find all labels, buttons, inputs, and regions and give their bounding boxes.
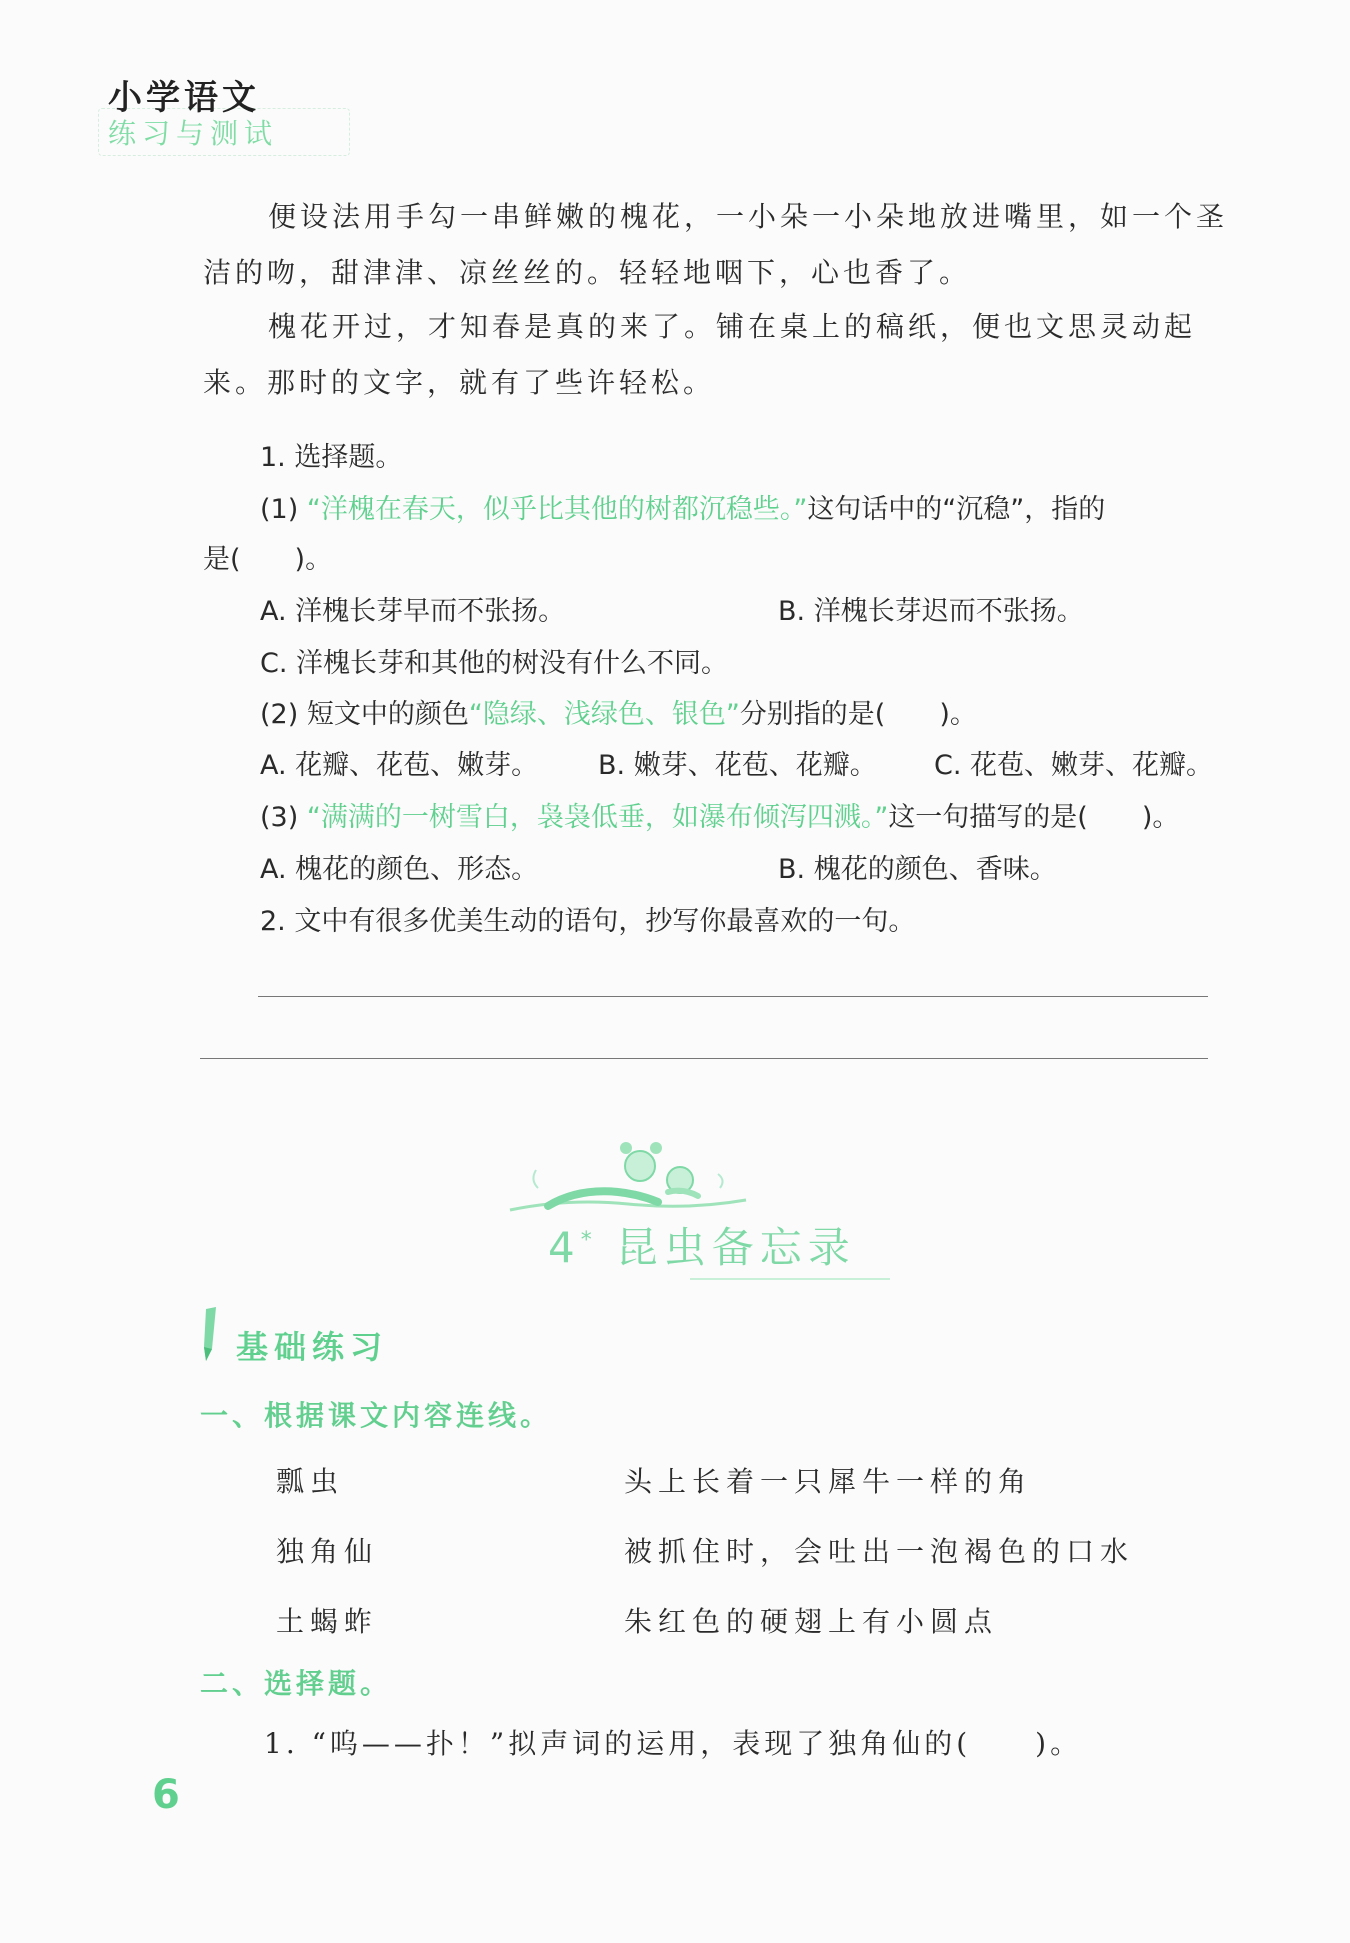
match-right-item[interactable]: 头上长着一只犀牛一样的角 xyxy=(624,1465,1033,1498)
lesson-number: 4 xyxy=(548,1223,581,1272)
q1-1-rest: 这句话中的“沉稳”，指的 xyxy=(807,494,1106,525)
answer-line-2[interactable] xyxy=(200,1058,1208,1059)
match-left-item[interactable]: 独角仙 xyxy=(276,1535,379,1568)
q1-2-line xyxy=(260,699,977,731)
q1-2-option-c: C. 花苞、嫩芽、花瓣。 xyxy=(934,750,1214,781)
q1-3-line xyxy=(260,802,1179,834)
lesson-star: * xyxy=(580,1228,598,1253)
q2-prompt: 2. 文中有很多优美生动的语句，抄写你最喜欢的一句。 xyxy=(260,906,916,937)
q1-2-option-b: B. 嫩芽、花苞、花瓣。 xyxy=(598,750,877,781)
match-right-item[interactable]: 朱红色的硬翅上有小圆点 xyxy=(624,1605,999,1638)
match-left-item[interactable]: 瓢虫 xyxy=(276,1465,345,1498)
q1-3-quote: “满满的一树雪白，袅袅低垂，如瀑布倾泻四溅。” xyxy=(306,802,889,833)
lesson-title xyxy=(548,1215,856,1275)
pencil-icon xyxy=(198,1305,226,1365)
passage-p2-line2: 来。那时的文字，就有了些许轻松。 xyxy=(203,366,716,399)
q1-3-option-a: A. 槐花的颜色、形态。 xyxy=(260,854,539,885)
match-right-item[interactable]: 被抓住时，会吐出一泡褐色的口水 xyxy=(624,1535,1135,1568)
q1-1-option-a: A. 洋槐长芽早而不张扬。 xyxy=(260,596,566,627)
q1-1-quote: “洋槐在春天，似乎比其他的树都沉稳些。” xyxy=(306,494,808,525)
title-underline xyxy=(690,1278,890,1280)
children-illustration xyxy=(508,1130,748,1220)
q1-3-option-b: B. 槐花的颜色、香味。 xyxy=(778,854,1057,885)
q1-2-quote: “隐绿、浅绿色、银色” xyxy=(468,699,740,730)
q1-heading: 1. 选择题。 xyxy=(260,442,403,473)
passage-p1-line1: 便设法用手勾一串鲜嫩的槐花，一小朵一小朵地放进嘴里，如一个圣 xyxy=(268,200,1229,233)
part2-heading: 二、选择题。 xyxy=(200,1667,393,1700)
q1-1-line2: 是( )。 xyxy=(203,544,333,575)
part2-question-1: 1. “呜——扑！”拟声词的运用，表现了独角仙的( )。 xyxy=(264,1727,1083,1760)
lesson-name: 昆虫备忘录 xyxy=(615,1223,856,1272)
part1-heading: 一、根据课文内容连线。 xyxy=(200,1399,553,1432)
basic-practice-heading: 基础练习 xyxy=(236,1328,389,1366)
q1-1-option-b: B. 洋槐长芽迟而不张扬。 xyxy=(778,596,1084,627)
book-title: 小学语文 xyxy=(108,78,260,118)
q1-1-number: (1) xyxy=(260,494,307,525)
q1-2-option-a: A. 花瓣、花苞、嫩芽。 xyxy=(260,750,539,781)
answer-line-1[interactable] xyxy=(258,996,1208,997)
q1-2-rest: 分别指的是( )。 xyxy=(739,699,977,730)
q1-2-prefix: (2) 短文中的颜色 xyxy=(260,699,469,730)
passage-p2-line1: 槐花开过，才知春是真的来了。铺在桌上的稿纸，便也文思灵动起 xyxy=(268,310,1197,343)
page-number: 6 xyxy=(152,1772,180,1818)
q1-3-number: (3) xyxy=(260,802,307,833)
q1-1-line1 xyxy=(260,494,1105,526)
match-left-item[interactable]: 土蝎蚱 xyxy=(276,1605,379,1638)
passage-p1-line2: 洁的吻，甜津津、凉丝丝的。轻轻地咽下，心也香了。 xyxy=(203,256,972,289)
book-subtitle: 练习与测试 xyxy=(108,117,279,150)
q1-1-option-c: C. 洋槐长芽和其他的树没有什么不同。 xyxy=(260,648,729,679)
q1-3-rest: 这一句描写的是( )。 xyxy=(888,802,1180,833)
